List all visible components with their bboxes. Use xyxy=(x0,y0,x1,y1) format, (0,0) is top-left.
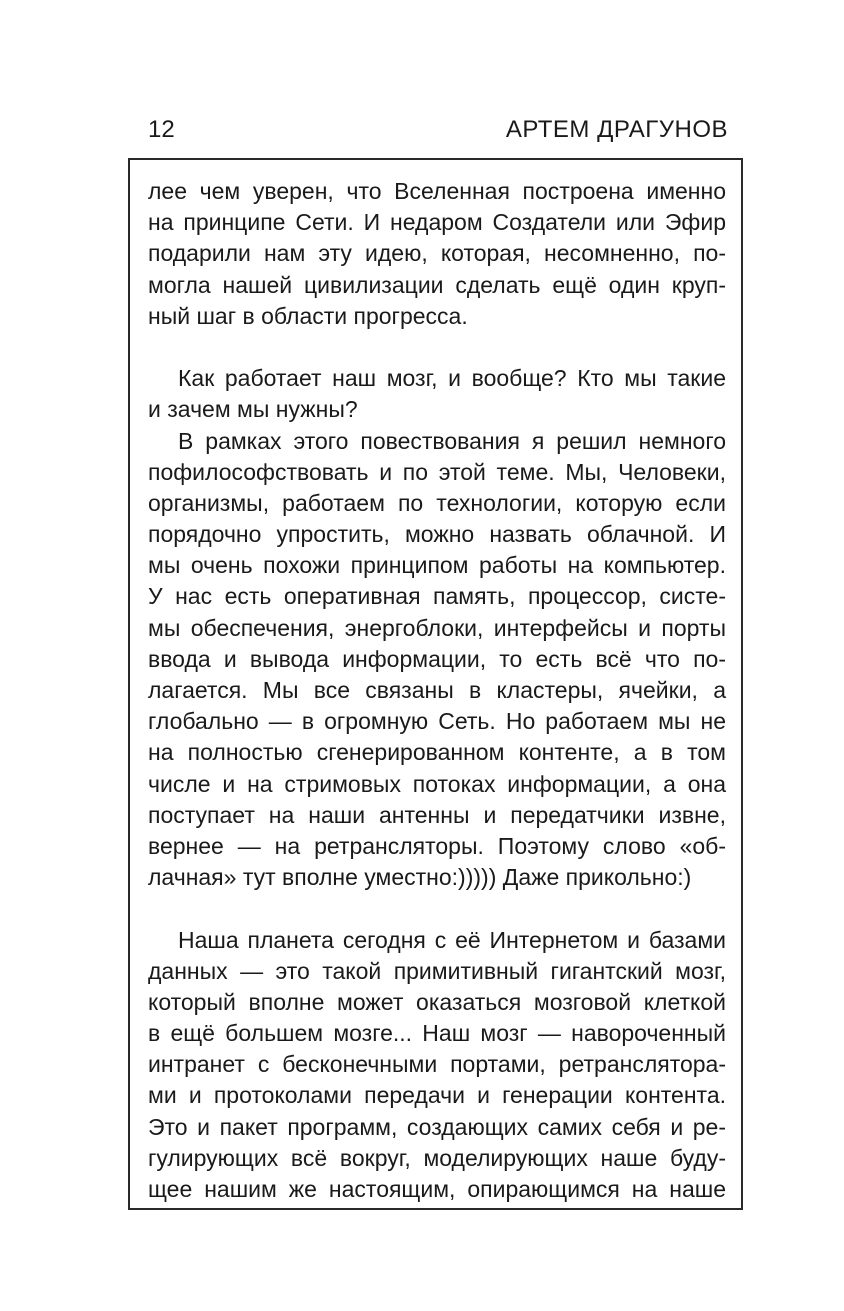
text-line: лее чем уверен, что Вселенная построена именно xyxy=(148,178,726,204)
text-line: могла нашей цивилизации сделать ещё один круп- xyxy=(148,271,726,298)
text-line: организмы, работаем по технологии, которую если xyxy=(148,489,726,516)
text-line: щее нашим же настоящим, опирающимся на наше xyxy=(148,1176,726,1202)
text-line: и зачем мы нужны? xyxy=(148,396,358,423)
text-line: ный шаг в области прогресса. xyxy=(148,302,468,329)
text-line: в ещё большем мозге... Наш мозг — навороченный xyxy=(148,1020,726,1047)
text-frame xyxy=(128,158,743,1210)
text-line: вернее — на ретрансляторы. Поэтому слово «об- xyxy=(148,832,726,859)
text-line: гулирующих всё вокруг, моделирующих наше буду- xyxy=(148,1144,726,1171)
text-line: мы очень похожи принципом работы на компьютер. xyxy=(148,552,726,579)
paragraph-gap xyxy=(148,332,726,363)
text-line: который вполне может оказаться мозговой клеткой xyxy=(148,988,726,1015)
text-line: поступает на наши антенны и передатчики извне, xyxy=(148,801,726,828)
running-head-author: АРТЕМ ДРАГУНОВ xyxy=(505,116,728,143)
text-line: В рамках этого повествования я решил немного xyxy=(178,427,726,454)
text-body xyxy=(148,176,726,1205)
text-line: подарили нам эту идею, которая, несомненно, по- xyxy=(148,240,726,267)
text-line: данных — это такой примитивный гигантский мозг, xyxy=(148,957,726,984)
page-number: 12 xyxy=(148,116,175,143)
text-line: Наша планета сегодня с её Интернетом и базами xyxy=(178,926,726,953)
text-line: У нас есть оперативная память, процессор, систе- xyxy=(148,583,726,610)
text-line: на принципе Сети. И недаром Создатели или Эфир xyxy=(148,209,726,236)
text-line: Это и пакет программ, создающих самих себя и ре- xyxy=(148,1113,726,1140)
text-line: пофилософствовать и по этой теме. Мы, Человеки, xyxy=(148,458,726,485)
text-line: лачная» тут вполне уместно:))))) Даже прикольно:) xyxy=(148,864,692,891)
paragraph-gap xyxy=(148,893,726,924)
text-line: глобально — в огромную Сеть. Но работаем мы не xyxy=(148,708,726,735)
text-line: числе и на стримовых потоках информации, а она xyxy=(148,770,726,797)
text-line: ми и протоколами передачи и генерации контента. xyxy=(148,1082,726,1109)
text-line: порядочно упростить, можно назвать облачной. И xyxy=(148,521,726,548)
text-line: интранет с бесконечными портами, ретранслятора- xyxy=(148,1051,726,1078)
text-line: Как работает наш мозг, и вообще? Кто мы такие xyxy=(178,365,726,392)
text-line: на полностью сгенерированном контенте, а в том xyxy=(148,739,726,766)
page-header xyxy=(148,114,728,146)
text-line: лагается. Мы все связаны в кластеры, ячейки, а xyxy=(148,677,726,703)
text-line: мы обеспечения, энергоблоки, интерфейсы и порты xyxy=(148,614,726,641)
text-line: ввода и вывода информации, то есть всё что по- xyxy=(148,645,726,672)
